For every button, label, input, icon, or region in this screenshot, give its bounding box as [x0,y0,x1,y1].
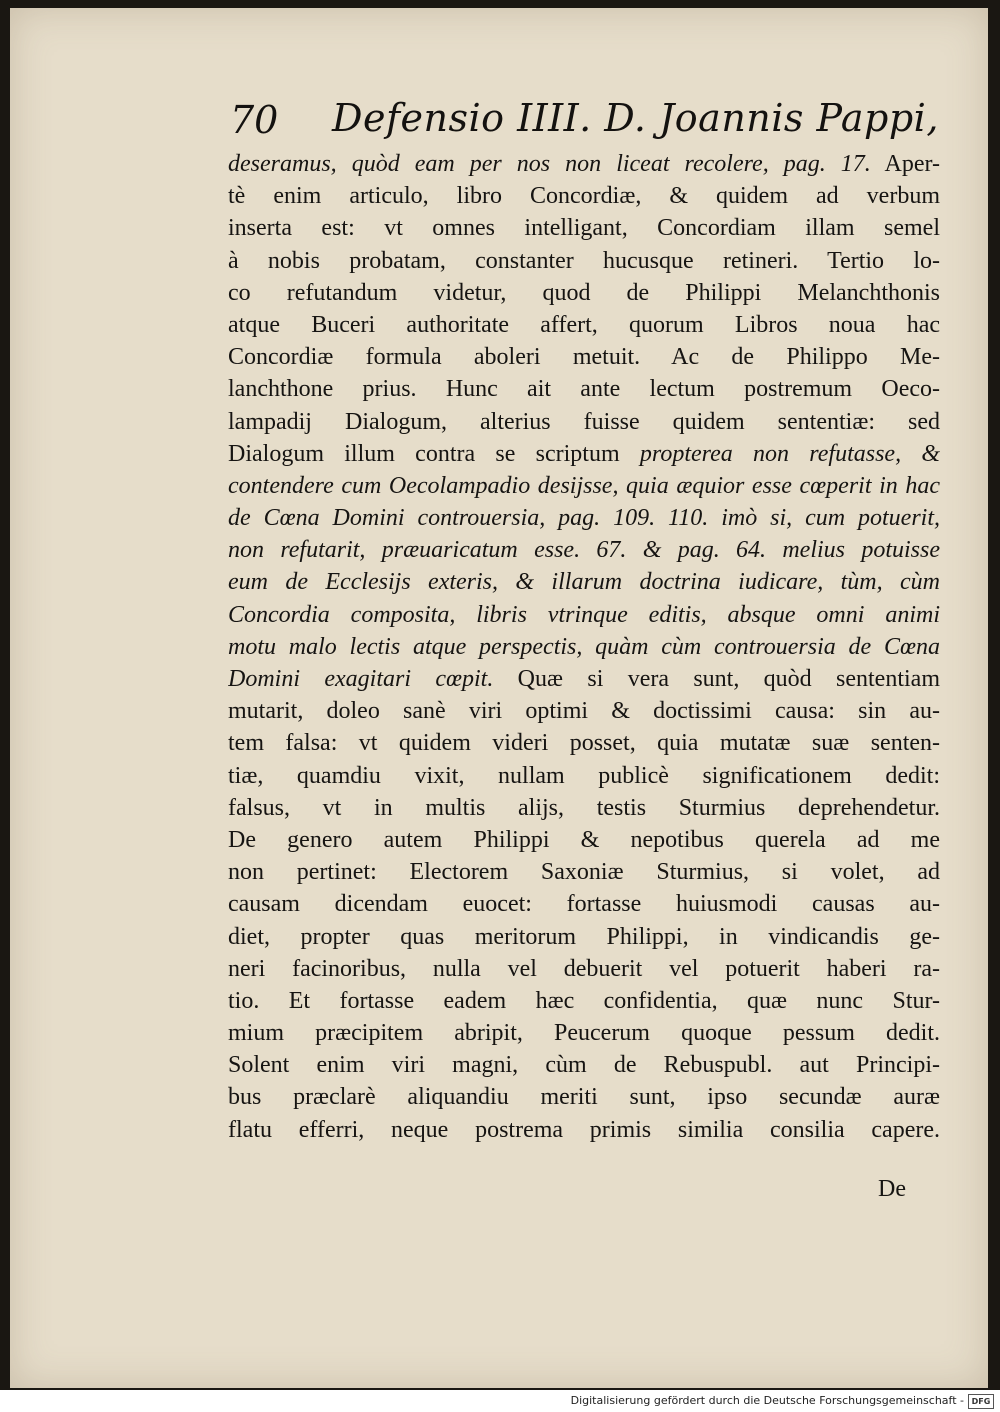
page-number: 70 [230,98,279,142]
text-segment: Quæ si vera sunt, quòd sententiam [493,666,940,692]
text-line [228,245,940,277]
text-segment: Domini exagitari cœpit. [228,666,494,692]
text-segment: flatu efferri, neque postrema primis similia consilia capere. [228,1116,940,1143]
text-line [228,760,940,792]
text-segment: neri facinoribus, nulla vel debuerit vel potuerit haberi ra- [228,955,940,982]
text-segment: Aper- [870,151,940,177]
text-segment: co refutandum videtur, quod de Philippi Melanchthonis [228,279,940,306]
text-line [228,309,940,341]
text-line [228,953,940,985]
text-line [228,438,940,470]
text-segment: tem falsa: vt quidem videri posset, quia mutatæ suæ senten- [228,730,940,757]
text-segment: contendere cum Oecolampadio desijsse, quia æquior esse cœperit in hac [228,472,940,499]
text-line [228,1114,940,1146]
text-line [228,406,940,438]
text-line [228,921,940,953]
text-segment: falsus, vt in multis alijs, testis Sturmius deprehendetur. [228,794,940,821]
text-line [228,534,940,566]
text-line [228,792,940,824]
text-segment: Dialogum illum contra se scriptum [228,440,620,467]
text-segment: diet, propter quas meritorum Philippi, in vindicandis ge- [228,923,940,950]
text-line [228,180,940,212]
text-segment: mutarit, doleo sanè viri optimi & doctissimi causa: sin au- [228,698,940,725]
text-segment: atque Buceri authoritate affert, quorum Libros noua hac [228,311,940,338]
text-segment: causam dicendam euocet: fortasse huiusmodi causas au- [228,891,940,918]
body-text [228,148,940,1146]
text-line [228,824,940,856]
text-segment: eum de Ecclesijs exteris, & illarum doctrina iudicare, tùm, cùm [228,569,940,596]
text-segment: tiæ, quamdiu vixit, nullam publicè significationem dedit: [228,762,940,789]
text-segment: tè enim articulo, libro Concordiæ, & quidem ad verbum [228,183,940,210]
text-segment: motu malo lectis atque perspectis, quàm cùm controuersia de Cœna [228,633,940,660]
text-line [228,341,940,373]
text-line [228,631,940,663]
text-line [228,470,940,502]
text-line [228,663,940,695]
text-line [228,856,940,888]
text-segment: non refutarit, præuaricatum esse. 67. & pag. 64. melius potuisse [228,537,940,564]
text-segment: inserta est: vt omnes intelligant, Concordiam illam semel [228,215,940,242]
funding-credit: Digitalisierung gefördert durch die Deutsche Forschungsgemeinschaft - [570,1394,964,1407]
text-segment: mium præcipitem abripit, Peucerum quoque pessum dedit. [228,1020,940,1047]
text-line [228,727,940,759]
text-line [228,502,940,534]
text-line [228,566,940,598]
text-line [228,695,940,727]
dfg-logo-icon: DFG [968,1394,994,1409]
text-segment: propterea non refutasse, & [619,440,940,467]
text-line [228,985,940,1017]
text-segment: lanchthone prius. Hunc ait ante lectum postremum Oeco- [228,376,940,403]
text-segment: De genero autem Philippi & nepotibus querela ad me [228,826,940,853]
text-line [228,277,940,309]
text-line [228,888,940,920]
page-header [222,92,939,154]
text-segment: lampadij Dialogum, alterius fuisse quidem sententiæ: sed [228,408,940,435]
text-segment: deseramus, quòd eam per nos non liceat recolere, pag. 17. [228,151,871,177]
text-segment: Concordiæ formula aboleri metuit. Ac de Philippo Me- [228,344,940,371]
text-segment: à nobis probatam, constanter hucusque retineri. Tertio lo- [228,247,940,274]
text-line [228,373,940,405]
text-line [228,599,940,631]
text-segment: de Cœna Domini controuersia, pag. 109. 110. imò si, cum potuerit, [228,505,940,532]
text-segment: non pertinet: Electorem Saxoniæ Sturmius, si volet, ad [228,859,940,886]
catchword: De [878,1176,906,1202]
text-line [228,1017,940,1049]
text-segment: Concordia composita, libris vtrinque editis, absque omni animi [228,601,940,628]
text-segment: bus præclarè aliquandiu meriti sunt, ipso secundæ auræ [228,1084,940,1111]
text-line [228,1049,940,1081]
text-segment: Solent enim viri magni, cùm de Rebuspubl. aut Principi- [228,1052,940,1079]
running-title: Defensio IIII. D. Joannis Pappi, [332,96,939,140]
text-line [228,212,940,244]
text-segment: tio. Et fortasse eadem hæc confidentia, quæ nunc Stur- [228,987,940,1014]
footer-bar [0,1390,1000,1412]
text-line [228,1081,940,1113]
text-line [228,148,940,180]
